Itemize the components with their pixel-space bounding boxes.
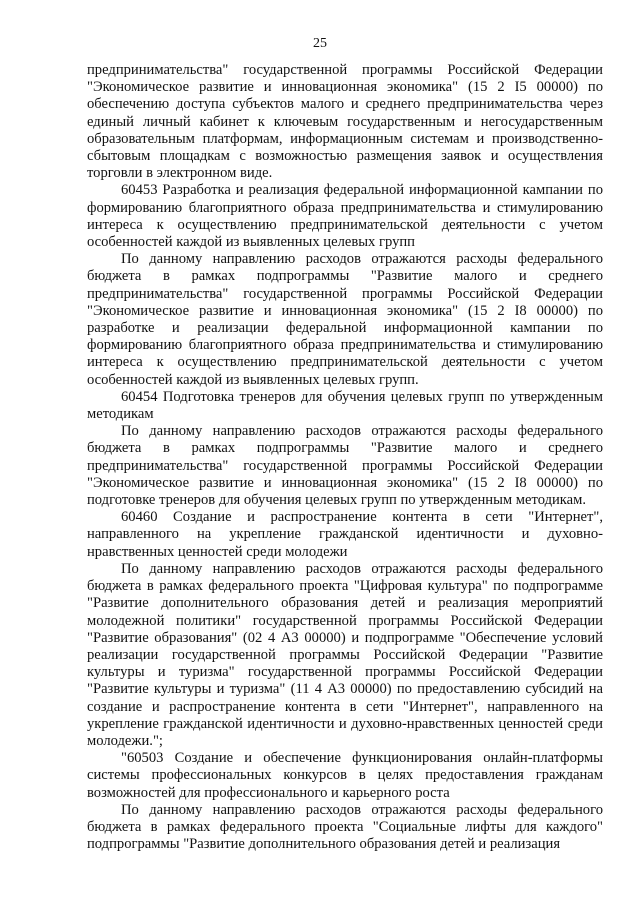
paragraph-60460-description: По данному направлению расходов отражаются расходы федерального бюджета в рамках федерального проекта "Цифровая культура" по подпрограмме "Развитие дополнительного образования детей и реализация мероприятий молодежной политики" государственной программы Российской Федерации "Развитие образования" (02 4 A3 00000) и подпрограмме "Обеспечение условий реализации государственной программы Российской Федерации "Развитие культуры и туризма" государственной программы Российской Федерации "Развитие культуры и туризма" (11 4 A3 00000) по предоставлению субсидий на создание и распространение контента в сети "Интернет", направленного на укрепление гражданской идентичности и духовно-нравственных ценностей среди молодежи."; <box>87 560 603 749</box>
heading-60503: "60503 Создание и обеспечение функционирования онлайн-платформы системы профессиональных конкурсов в целях предоставления гражданам возможностей для профессионального и карьерного роста <box>87 750 603 801</box>
heading-60454: 60454 Подготовка тренеров для обучения целевых групп по утвержденным методикам <box>87 388 603 423</box>
document-body <box>87 62 603 853</box>
paragraph-continuation: предпринимательства" государственной программы Российской Федерации "Экономическое развитие и инновационная экономика" (15 2 I5 00000) по обеспечению доступа субъектов малого и среднего предпринимательства через единый личный кабинет к ключевым государственным и негосударственным образовательным платформам, информационным системам и производственно-сбытовым площадкам с возможностью размещения заявок и осуществления торговли в электронном виде. <box>87 62 603 182</box>
paragraph-60454-description: По данному направлению расходов отражаются расходы федерального бюджета в рамках подпрограммы "Развитие малого и среднего предпринимательства" государственной программы Российской Федерации "Экономическое развитие и инновационная экономика" (15 2 I8 00000) по подготовке тренеров для обучения целевых групп по утвержденным методикам. <box>87 423 603 509</box>
heading-60453: 60453 Разработка и реализация федеральной информационной кампании по формированию благоприятного образа предпринимательства и стимулированию интереса к осуществлению предпринимательской деятельности с учетом особенностей каждой из выявленных целевых групп <box>87 182 603 251</box>
paragraph-60503-description: По данному направлению расходов отражаются расходы федерального бюджета в рамках федерального проекта "Социальные лифты для каждого" подпрограммы "Развитие дополнительного образования детей и реализация <box>87 801 603 853</box>
heading-60460: 60460 Создание и распространение контента в сети "Интернет", направленного на укрепление гражданской идентичности и духовно-нравственных ценностей среди молодежи <box>87 509 603 560</box>
page-number: 25 <box>313 36 327 51</box>
paragraph-60453-description: По данному направлению расходов отражаются расходы федерального бюджета в рамках подпрограммы "Развитие малого и среднего предпринимательства" государственной программы Российской Федерации "Экономическое развитие и инновационная экономика" (15 2 I8 00000) по разработке и реализации федеральной информационной кампании по формированию благоприятного образа предпринимательства и стимулированию интереса к осуществлению предпринимательской деятельности с учетом особенностей каждой из выявленных целевых групп. <box>87 251 603 388</box>
